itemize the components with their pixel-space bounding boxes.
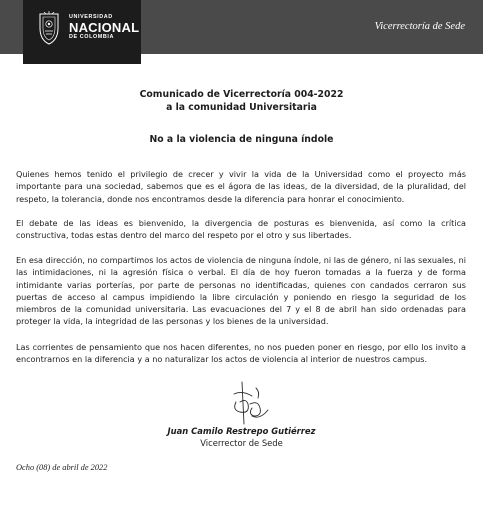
signatory-name: Juan Camilo Restrepo Gutiérrez	[167, 426, 316, 436]
logo-wordmark	[69, 15, 139, 41]
body-paragraph-1: Quienes hemos tenido el privilegio de crecer y vivir la vida de la Universidad como el proyecto más importante para una sociedad, sabemos que es el ágora de las ideas, de la diversidad, de la pluralidad, del respeto, la tolerancia, donde nos encontramos desde la diferencia para honrar el conocimiento.	[16, 169, 466, 204]
document-subject: No a la violencia de ninguna índole	[149, 134, 334, 145]
logo-line-universidad: UNIVERSIDAD	[69, 14, 113, 20]
body-paragraph-3: En esa dirección, no compartimos los actos de violencia de ninguna índole, ni las de género, ni las sexuales, ni las intimidaciones, ni la agresión física o verbal. El día de hoy fueron tomadas a la fuerza y de forma intimidante varias porterías, por parte de personas no identificadas, quienes con candados cerraron sus puertas de acceso al campus impidiendo la libre circulación y poniendo en riesgo la seguridad de los miembros de la comunidad universitaria. Las evacuaciones del 7 y el 8 de abril han sido ordenadas para proteger la vida, la integridad de las personas y los bienes de la universidad.	[16, 255, 466, 327]
document-title	[0, 88, 483, 114]
body-paragraph-2: El debate de las ideas es bienvenido, la divergencia de posturas es bienvenida, así como la crítica constructiva, todas estas dentro del marco del respeto por el otro y sus libertades.	[16, 218, 466, 241]
university-seal-icon	[36, 10, 62, 46]
logo-line-colombia: DE COLOMBIA	[69, 34, 114, 41]
signatory-role: Vicerrector de Sede	[200, 438, 283, 448]
header-department: Vicerrectoría de Sede	[374, 21, 465, 32]
body-paragraph-4: Las corrientes de pensamiento que nos hacen diferentes, no nos pueden poner en riesgo, por ello los invito a encontrarnos en la diferencia y a no naturalizar los actos de violencia al interior de nuestros campus.	[16, 342, 466, 365]
title-line-1: Comunicado de Vicerrectoría 004-2022	[139, 89, 344, 100]
logo-line-nacional: NACIONAL	[69, 20, 140, 36]
university-logo[interactable]	[23, 0, 141, 64]
handwritten-signature	[228, 380, 274, 426]
title-line-2: a la comunidad Universitaria	[166, 102, 317, 113]
header-band	[0, 0, 483, 54]
document-date: Ocho (08) de abril de 2022	[16, 463, 108, 472]
